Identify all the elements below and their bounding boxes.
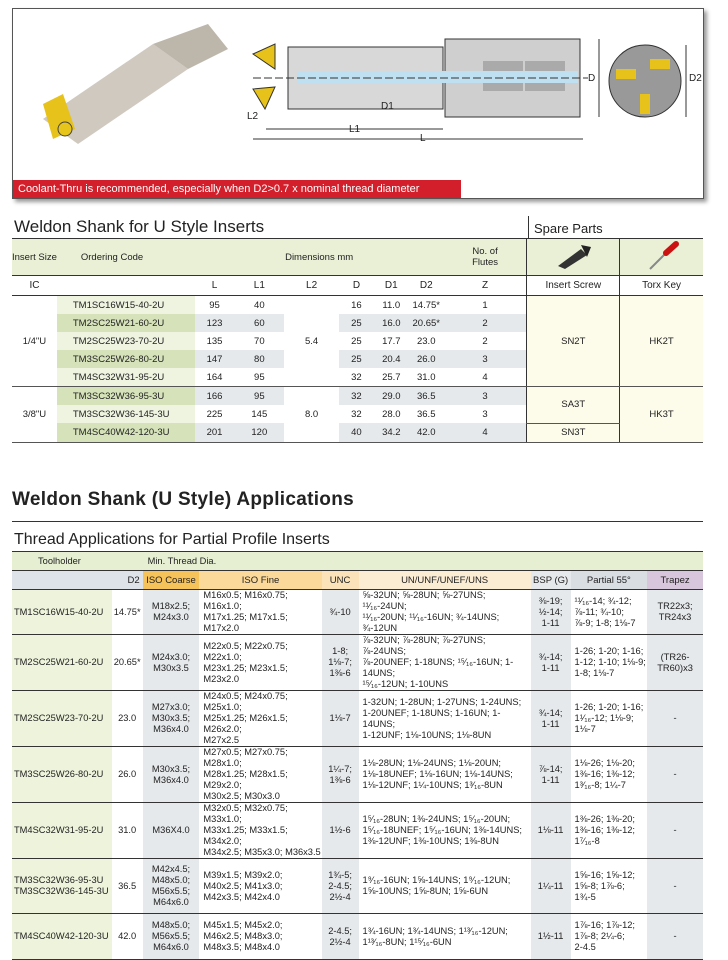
dim-d1-cell: 25.7 (374, 368, 409, 387)
table1-title: Weldon Shank for U Style Inserts (14, 217, 265, 236)
torx-key-image (620, 239, 703, 276)
column-header: Trapez (647, 571, 703, 590)
partial-55-cell: ¹¹⁄₁₆-14; ¾-12; ⅞-11; ¾-10; ⅞-9; 1-8; 1⅛-7 (571, 590, 648, 635)
bsp-cell: 1½-11 (531, 914, 571, 960)
dim-d1-cell: 11.0 (382, 299, 401, 311)
dim-l1-cell: 95 (234, 387, 284, 406)
partial-55-cell: 1⅜-26; 1⅜-20; 1⅜-16; 1⅜-12; 1⁷⁄₁₆-8 (571, 803, 648, 859)
column-header: D (339, 276, 374, 296)
iso-fine-cell: M16x0.5; M16x0.75; M16x1.0; M17x1.25; M17x1.5; M17x2.0 (199, 590, 321, 635)
section-title: Weldon Shank (U Style) Applications (12, 489, 354, 510)
table-row (12, 803, 703, 859)
dim-d-cell: 25 (339, 350, 374, 368)
dim-label-d1: D1 (381, 101, 394, 112)
toolholder-cell: TM3SC32W36-95-3U TM3SC32W36-145-3U (12, 859, 112, 914)
iso-coarse-cell: M30x3.5; M36x4.0 (143, 747, 200, 803)
header-dimensions: Dimensions mm (195, 239, 444, 276)
dim-d2-cell: 26.0 (409, 350, 444, 368)
bsp-cell: ⅜-19; ½-14; 1-11 (531, 590, 571, 635)
column-header: Partial 55° (571, 571, 648, 590)
group-header-row (12, 552, 703, 571)
dim-d1-cell: 20.4 (374, 350, 409, 368)
tool-drawing (13, 9, 703, 179)
column-header (57, 276, 195, 296)
toolholder-cell: TM4SC40W42-120-3U (12, 914, 112, 960)
dim-z-cell: 3 (444, 350, 527, 368)
ordering-code-cell: TM3SC32W36-145-3U (57, 405, 195, 423)
column-header-row (12, 571, 703, 590)
trapez-cell: - (647, 859, 703, 914)
d2-cell: 36.5 (112, 859, 143, 914)
partial-55-cell: 1-26; 1-20; 1-16; 1¹⁄₁₆-12; 1⅛-9; 1⅛-7 (571, 691, 648, 747)
dim-l1-cell: 60 (234, 314, 284, 332)
tool-side-view (253, 39, 599, 139)
trapez-cell: (TR26- TR60)x3 (647, 635, 703, 691)
column-header: ISO Fine (199, 571, 321, 590)
unc-cell: 2-4.5; 2½-4 (322, 914, 359, 960)
dim-l-cell: 225 (206, 408, 223, 420)
table-row (12, 635, 703, 691)
dim-z-cell: 4 (444, 423, 527, 442)
tool-3d-image (43, 24, 228, 144)
column-header: D1 (374, 276, 409, 296)
header-row (12, 239, 703, 276)
dim-d1-cell: 17.7 (382, 335, 401, 347)
header-toolholder: Toolholder (12, 552, 143, 571)
unc-cell: 1-8; 1⅛-7; 1⅜-6 (322, 635, 359, 691)
dim-l-cell: 164 (195, 368, 235, 387)
dim-d2-cell: 14.75* (412, 299, 440, 311)
dim-d1-cell: 34.2 (374, 423, 409, 442)
tool-figure (12, 8, 704, 199)
column-header: L1 (234, 276, 284, 296)
dim-l-cell: 201 (195, 423, 235, 442)
dim-d-cell: 25 (339, 314, 374, 332)
partial-55-cell: 1-26; 1-20; 1-16; 1-12; 1-10; 1⅛-9; 1-8; 1⅛-7 (571, 635, 648, 691)
iso-coarse-cell: M18x2.5; M24x3.0 (143, 590, 200, 635)
bsp-cell: 1¼-11 (531, 859, 571, 914)
bsp-cell: ¾-14; 1-11 (531, 635, 571, 691)
un-unf-unef-uns-cell: 1¾-16UN; 1¾-14UNS; 1¹³⁄₁₆-12UN; 1¹³⁄₁₆-8UN; 1¹⁵⁄₁₆-6UN (359, 914, 531, 960)
dim-l-cell: 166 (195, 387, 235, 406)
unc-cell: 1¼-7; 1⅜-6 (322, 747, 359, 803)
un-unf-unef-uns-cell: 1⁵⁄₁₆-28UN; 1⅜-24UNS; 1⁵⁄₁₆-20UN; 1⁵⁄₁₆-18UNEF; 1⁵⁄₁₆-16UN; 1⅜-14UNS; 1⅜-12UNF; 1⅜-10UNS; 1⅜-8UN (359, 803, 531, 859)
table2-title: Thread Applications for Partial Profile Inserts (14, 531, 330, 548)
dim-z-cell: 1 (482, 299, 488, 311)
dim-label-l: L (420, 133, 426, 144)
dim-z-cell: 3 (444, 387, 527, 406)
toolholder-cell: TM4SC32W31-95-2U (12, 803, 112, 859)
table-row (12, 296, 703, 315)
trapez-cell: - (647, 914, 703, 960)
iso-fine-cell: M22x0.5; M22x0.75; M22x1.0; M23x1.25; M23x1.5; M23x2.0 (199, 635, 321, 691)
iso-fine-cell: M32x0.5; M32x0.75; M33x1.0; M33x1.25; M33x1.5; M34x2.0; M34x2.5; M35x3.0; M36x3.5 (199, 803, 321, 859)
insert-screw-cell: SA3T (527, 387, 620, 424)
dim-d-cell: 40 (339, 423, 374, 442)
iso-coarse-cell: M42x4.5; M48x5.0; M56x5.5; M64x6.0 (143, 859, 200, 914)
column-header: Torx Key (620, 276, 703, 296)
trapez-cell: - (647, 691, 703, 747)
insert-size-cell: 3/8"U (12, 387, 57, 443)
header-ordering-code: Ordering Code (57, 239, 195, 276)
insert-screw-cell: SN3T (527, 423, 620, 442)
partial-55-cell: 1⅛-26; 1⅛-20; 1⅜-16; 1⅜-12; 1³⁄₁₆-8; 1¼-7 (571, 747, 648, 803)
dim-d-cell: 32 (339, 387, 374, 406)
dim-z-cell: 4 (444, 368, 527, 387)
iso-coarse-cell: M27x3.0; M30x3.5; M36x4.0 (143, 691, 200, 747)
table-row (12, 387, 703, 406)
screw-image (527, 239, 620, 276)
ordering-code-cell: TM1SC16W15-40-2U (57, 296, 195, 315)
column-header: L (195, 276, 235, 296)
weldon-shank-table (12, 238, 703, 443)
dim-d-cell: 32 (351, 408, 362, 420)
iso-coarse-cell: M48x5.0; M56x5.5; M64x6.0 (143, 914, 200, 960)
dim-d1-cell: 29.0 (374, 387, 409, 406)
column-header: UNC (322, 571, 359, 590)
unc-cell: 1¾-5; 2-4.5; 2½-4 (322, 859, 359, 914)
column-header: ISO Coarse (143, 571, 200, 590)
ordering-code-cell: TM4SC40W42-120-3U (57, 423, 195, 442)
ordering-code-cell: TM3SC25W26-80-2U (57, 350, 195, 368)
bsp-cell: ¾-14; 1-11 (531, 691, 571, 747)
trapez-cell: TR22x3; TR24x3 (647, 590, 703, 635)
iso-coarse-cell: M24x3.0; M30x3.5 (143, 635, 200, 691)
spare-parts-title: Spare Parts (534, 221, 603, 236)
un-unf-unef-uns-cell: 1-32UN; 1-28UN; 1-27UNS; 1-24UNS; 1-20UNEF; 1-18UNS; 1-16UN; 1-14UNS; 1-12UNF; 1⅛-10UNS; 1⅛-8UN (359, 691, 531, 747)
column-header: IC (12, 276, 57, 296)
d2-cell: 14.75* (112, 590, 143, 635)
column-header: L2 (284, 276, 339, 296)
subheader-row (12, 276, 703, 296)
dim-d2-cell: 42.0 (409, 423, 444, 442)
dim-d1-cell: 28.0 (382, 408, 401, 420)
ordering-code-cell: TM4SC32W31-95-2U (57, 368, 195, 387)
column-header: Z (444, 276, 527, 296)
ordering-code-cell: TM2SC25W21-60-2U (57, 314, 195, 332)
dim-l1-cell: 120 (234, 423, 284, 442)
d2-cell: 42.0 (112, 914, 143, 960)
iso-fine-cell: M39x1.5; M39x2.0; M40x2.5; M41x3.0; M42x3.5; M42x4.0 (199, 859, 321, 914)
d2-cell: 23.0 (112, 691, 143, 747)
dim-l-cell: 123 (195, 314, 235, 332)
torx-key-cell: HK3T (620, 387, 703, 443)
d2-cell: 31.0 (112, 803, 143, 859)
unc-cell: 1½-6 (322, 803, 359, 859)
d2-cell: 20.65* (112, 635, 143, 691)
divider (12, 521, 703, 522)
header-insert-size: Insert Size (12, 239, 57, 276)
dim-d-cell: 25 (351, 335, 362, 347)
toolholder-cell: TM3SC25W26-80-2U (12, 747, 112, 803)
column-header: UN/UNF/UNEF/UNS (359, 571, 531, 590)
un-unf-unef-uns-cell: 1⁹⁄₁₆-16UN; 1⅝-14UNS; 1⁹⁄₁₆-12UN; 1⅝-10UNS; 1⅝-8UN; 1⅝-6UN (359, 859, 531, 914)
toolholder-cell: TM2SC25W21-60-2U (12, 635, 112, 691)
table-row (12, 691, 703, 747)
dim-l-cell: 135 (206, 335, 223, 347)
dim-label-d2: D2 (689, 73, 702, 84)
insert-screw-cell: SN2T (527, 296, 620, 387)
divider (528, 216, 529, 238)
un-unf-unef-uns-cell: ⅞-32UN; ⅞-28UN; ⅞-27UNS; ⅞-24UNS; ⅞-20UNEF; 1-18UNS; ¹⁵⁄₁₆-16UN; 1-14UNS; ¹⁵⁄₁₆-12UN; 1-10UNS (359, 635, 531, 691)
dim-label-d: D (588, 73, 596, 84)
iso-fine-cell: M27x0.5; M27x0.75; M28x1.0; M28x1.25; M28x1.5; M29x2.0; M30x2.5; M30x3.0 (199, 747, 321, 803)
tool-front-view (609, 45, 686, 117)
dim-z-cell: 3 (482, 408, 488, 420)
dim-d1-cell: 16.0 (374, 314, 409, 332)
dim-d2-cell: 23.0 (416, 335, 436, 347)
table-row (12, 590, 703, 635)
column-header: BSP (G) (531, 571, 571, 590)
dim-l-cell: 147 (195, 350, 235, 368)
dim-d2-cell: 31.0 (409, 368, 444, 387)
dim-l1-cell: 145 (251, 408, 268, 420)
trapez-cell: - (647, 803, 703, 859)
dim-l1-cell: 80 (234, 350, 284, 368)
iso-fine-cell: M45x1.5; M45x2.0; M46x2.5; M48x3.0; M48x3.5; M48x4.0 (199, 914, 321, 960)
header-min-thread-dia: Min. Thread Dia. (143, 552, 703, 571)
dim-d-cell: 16 (351, 299, 362, 311)
iso-fine-cell: M24x0.5; M24x0.75; M25x1.0; M25x1.25; M26x1.5; M26x2.0; M27x2.5 (199, 691, 321, 747)
column-header (12, 571, 112, 590)
dim-label-l1: L1 (349, 124, 361, 135)
bsp-cell: ⅞-14; 1-11 (531, 747, 571, 803)
d2-cell: 26.0 (112, 747, 143, 803)
toolholder-cell: TM1SC16W15-40-2U (12, 590, 112, 635)
partial-55-cell: 1⅝-16; 1⅝-12; 1⅝-8; 1⅞-6; 1¾-5 (571, 859, 648, 914)
dim-l1-cell: 95 (234, 368, 284, 387)
table-row (12, 859, 703, 914)
unc-cell: 1⅛-7 (322, 691, 359, 747)
bsp-cell: 1⅛-11 (531, 803, 571, 859)
header-flutes: No. of Flutes (444, 239, 527, 276)
table-row (12, 914, 703, 960)
dim-d2-cell: 36.5 (416, 408, 436, 420)
table-row (12, 747, 703, 803)
torx-key-icon (642, 241, 682, 271)
un-unf-unef-uns-cell: ⅝-32UN; ⅝-28UN; ⅝-27UNS; ¹¹⁄₁₆-24UN; ¹¹⁄₁₆-20UN; ¹¹⁄₁₆-16UN; ¾-14UNS; ¾-12UN (359, 590, 531, 635)
dim-l2-cell: 8.0 (284, 387, 339, 443)
trapez-cell: - (647, 747, 703, 803)
coolant-banner: Coolant-Thru is recommended, especially when D2>0.7 x nominal thread diameter (13, 180, 461, 198)
iso-coarse-cell: M36X4.0 (143, 803, 200, 859)
column-header: D2 (409, 276, 444, 296)
toolholder-cell: TM2SC25W23-70-2U (12, 691, 112, 747)
insert-screw-icon (553, 241, 593, 271)
dim-d2-cell: 36.5 (409, 387, 444, 406)
table-row (12, 423, 703, 442)
dim-z-cell: 2 (482, 335, 488, 347)
unc-cell: ¾-10 (322, 590, 359, 635)
insert-size-cell: 1/4"U (12, 296, 57, 387)
column-header: Insert Screw (527, 276, 620, 296)
ordering-code-cell: TM3SC32W36-95-3U (57, 387, 195, 406)
dim-l1-cell: 70 (254, 335, 265, 347)
dim-l2-cell: 5.4 (284, 296, 339, 387)
dim-l-cell: 95 (209, 299, 220, 311)
dim-label-l2: L2 (247, 111, 259, 122)
column-header: D2 (112, 571, 143, 590)
dim-d-cell: 32 (339, 368, 374, 387)
partial-55-cell: 1⅞-16; 1⅞-12; 1⅞-8; 2¼-6; 2-4.5 (571, 914, 648, 960)
dim-l1-cell: 40 (254, 299, 265, 311)
un-unf-unef-uns-cell: 1⅛-28UN; 1⅛-24UNS; 1⅛-20UN; 1⅛-18UNEF; 1⅛-16UN; 1⅛-14UNS; 1⅛-12UNF; 1¼-10UNS; 1³⁄₁₆-8UN (359, 747, 531, 803)
ordering-code-cell: TM2SC25W23-70-2U (57, 332, 195, 350)
dim-d2-cell: 20.65* (409, 314, 444, 332)
torx-key-cell: HK2T (620, 296, 703, 387)
thread-applications-table (12, 551, 703, 960)
dim-z-cell: 2 (444, 314, 527, 332)
